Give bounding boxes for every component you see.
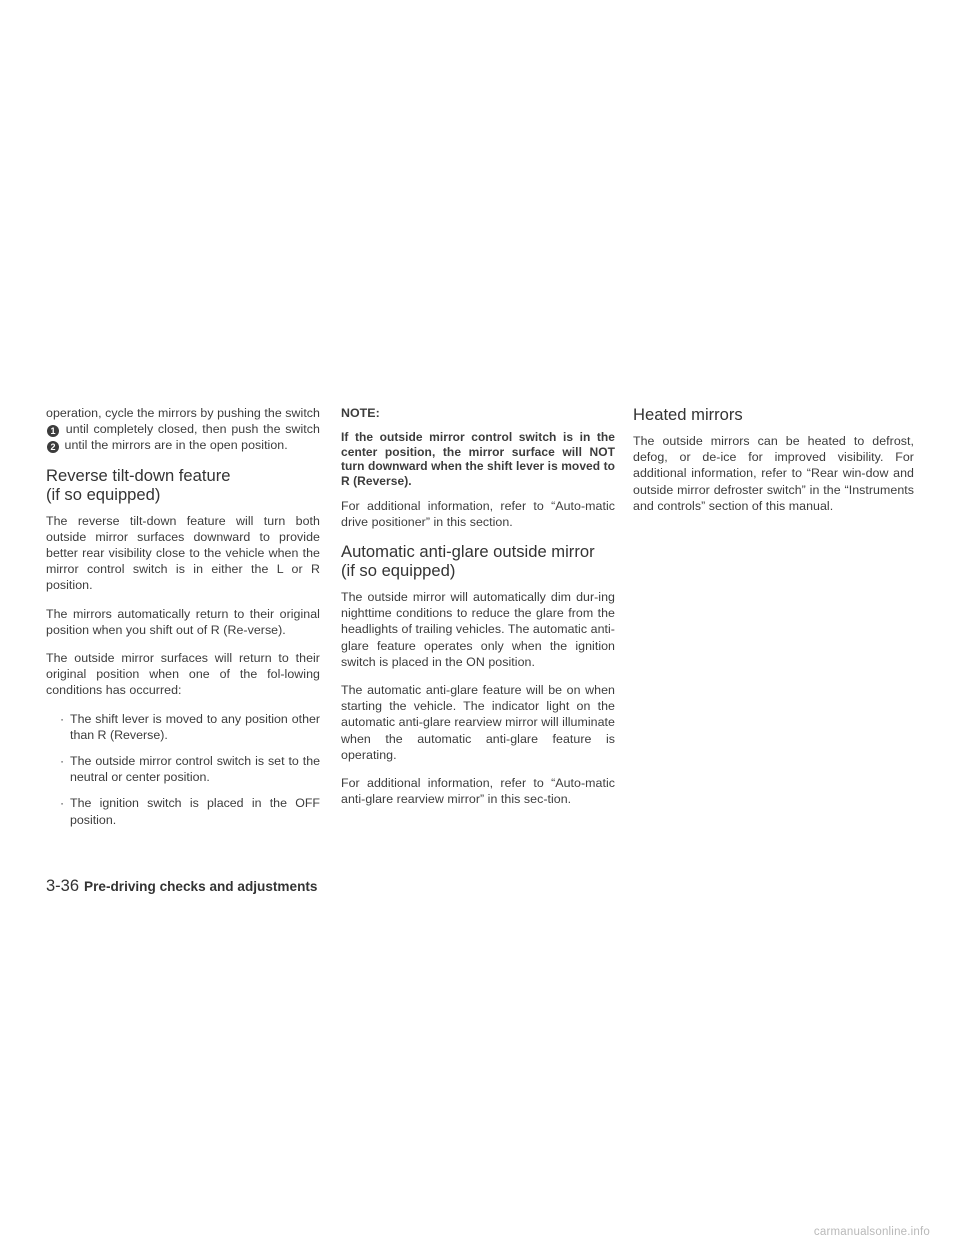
switch-1-badge-icon: 1	[47, 425, 59, 437]
text-fragment: until the mirrors are in the open position.	[64, 438, 288, 453]
note-text: If the outside mirror control switch is in the center position, the mirror surface will NOT turn downward when the shift lever is moved to R (Reverse).	[341, 430, 615, 488]
text-fragment: until completely closed, then push the switch	[65, 422, 320, 437]
heading-line: Reverse tilt-down feature	[46, 465, 231, 485]
paragraph: For additional information, refer to “Auto-matic drive positioner” in this section.	[341, 498, 615, 529]
text-fragment: operation, cycle the mirrors by pushing the switch	[46, 406, 320, 420]
watermark-link[interactable]: carmanualsonline.info	[813, 1226, 930, 1238]
section-title: Pre-driving checks and adjustments	[84, 879, 318, 894]
paragraph: The reverse tilt-down feature will turn both outside mirror surfaces downward to provide better rear visibility close to the vehicle when the mirror control switch is in either the L or R position.	[46, 513, 320, 593]
paragraph: The outside mirror surfaces will return to their original position when one of the fol-lowing conditions has occurred:	[46, 651, 320, 698]
heading-line: Automatic anti-glare outside mirror	[341, 541, 595, 561]
heading-line: (if so equipped)	[341, 560, 456, 580]
heading-anti-glare	[341, 542, 615, 580]
list-item: · The ignition switch is placed in the OFF position.	[60, 795, 320, 827]
column-left	[46, 405, 320, 838]
column-right	[633, 405, 914, 526]
paragraph: The outside mirror will automatically dim dur-ing nighttime conditions to reduce the glare from the headlights of trailing vehicles. The automatic anti-glare feature operates only when the ignition switch is placed in the ON position.	[341, 589, 615, 669]
heading-heated-mirrors: Heated mirrors	[633, 405, 743, 424]
page-number: 3-36	[46, 877, 80, 895]
paragraph: The automatic anti-glare feature will be on when starting the vehicle. The indicator light on the automatic anti-glare rearview mirror will illuminate when the automatic anti-glare feature is operating.	[341, 683, 615, 762]
list-item: · The outside mirror control switch is set to the neutral or center position.	[60, 753, 320, 785]
paragraph: The mirrors automatically return to their original position when you shift out of R (Re-verse).	[46, 606, 320, 637]
heading-reverse-tilt-down	[46, 466, 320, 504]
conditions-list	[46, 711, 320, 828]
paragraph-mirror-operation	[46, 405, 320, 454]
note-label: NOTE:	[341, 406, 380, 420]
paragraph: For additional information, refer to “Auto-matic anti-glare rearview mirror” in this sec-tion.	[341, 776, 615, 807]
switch-2-badge-icon: 2	[47, 441, 59, 453]
column-middle	[341, 405, 615, 819]
list-item: · The shift lever is moved to any position other than R (Reverse).	[60, 711, 320, 743]
page-footer	[46, 877, 317, 896]
heading-line: (if so equipped)	[46, 484, 161, 504]
paragraph: The outside mirrors can be heated to defrost, defog, or de-ice for improved visibility. For additional information, refer to “Rear win-dow and outside mirror defroster switch” in the “Instruments and controls” section of this manual.	[633, 434, 914, 513]
